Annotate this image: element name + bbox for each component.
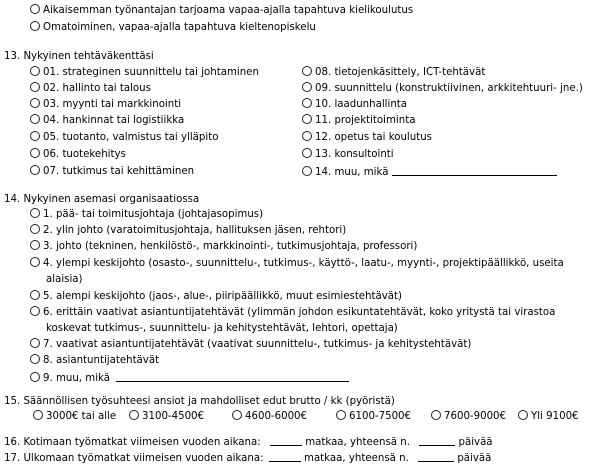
radio-button[interactable] xyxy=(302,166,312,176)
radio-button[interactable] xyxy=(30,114,40,124)
option-label: 06. tuotekehitys xyxy=(43,149,126,160)
top-option-1[interactable] xyxy=(30,4,413,17)
q14-option-9[interactable] xyxy=(30,371,349,385)
q13-option-07[interactable] xyxy=(30,165,194,178)
q13-option-03[interactable] xyxy=(30,98,181,111)
option-label: 14. muu, mikä xyxy=(315,167,389,178)
radio-button[interactable] xyxy=(33,410,43,420)
other-text-field[interactable] xyxy=(392,165,557,176)
option-label: 3000€ tai alle xyxy=(46,411,117,422)
days-count-field[interactable] xyxy=(419,435,455,446)
other-text-field[interactable] xyxy=(116,371,349,382)
radio-button[interactable] xyxy=(302,98,312,108)
q14-option-2[interactable] xyxy=(30,224,346,237)
option-label: 6100-7500€ xyxy=(349,411,412,422)
q13-option-04[interactable] xyxy=(30,114,184,127)
option-label: 3. johto (tekninen, henkilöstö-, markkinointi-, tutkimusjohtaja, professori) xyxy=(43,241,418,252)
radio-button[interactable] xyxy=(302,66,312,76)
q15-option-1[interactable] xyxy=(33,410,116,423)
q13-option-13[interactable] xyxy=(302,148,394,161)
radio-button[interactable] xyxy=(336,410,346,420)
radio-button[interactable] xyxy=(30,208,40,218)
q13-option-12[interactable] xyxy=(302,131,432,144)
radio-button[interactable] xyxy=(30,66,40,76)
q14-option-5[interactable] xyxy=(30,290,402,303)
option-label: 3100-4500€ xyxy=(142,411,205,422)
trips-count-field[interactable] xyxy=(269,451,301,462)
q13-option-11[interactable] xyxy=(302,114,415,127)
q17-mid-text: matkaa, yhteensä n. xyxy=(304,453,409,464)
q14-option-3[interactable] xyxy=(30,240,417,253)
option-label: 03. myynti tai markkinointi xyxy=(43,99,182,110)
q15-option-2[interactable] xyxy=(129,410,204,423)
q13-option-06[interactable] xyxy=(30,148,126,161)
q13-option-09[interactable] xyxy=(302,82,583,95)
option-label: 02. hallinto tai talous xyxy=(43,83,151,94)
radio-button[interactable] xyxy=(30,82,40,92)
radio-button[interactable] xyxy=(30,4,40,14)
q15-option-5[interactable] xyxy=(431,410,506,423)
top-option-2[interactable] xyxy=(30,21,316,34)
option-label: Yli 9100€ xyxy=(531,411,579,422)
radio-button[interactable] xyxy=(129,410,139,420)
q14-option-1[interactable] xyxy=(30,208,263,221)
radio-button[interactable] xyxy=(30,240,40,250)
q14-option-8[interactable] xyxy=(30,354,159,367)
q13-title: 13. Nykyinen tehtäväkenttäsi xyxy=(4,51,154,62)
radio-button[interactable] xyxy=(302,82,312,92)
option-label: 9. muu, mikä xyxy=(43,373,110,384)
option-label: 5. alempi keskijohto (jaos-, alue-, piiripäällikkö, muut esimiestehtävät) xyxy=(43,291,403,302)
radio-button[interactable] xyxy=(30,290,40,300)
radio-button[interactable] xyxy=(30,372,40,382)
q16-mid-text: matkaa, yhteensä n. xyxy=(305,437,410,448)
q17-label: 17. Ulkomaan työmatkat viimeisen vuoden aikana: xyxy=(4,453,264,464)
radio-button[interactable] xyxy=(30,131,40,141)
radio-button[interactable] xyxy=(30,165,40,175)
option-label: 10. laadunhallinta xyxy=(315,99,408,110)
option-label: 6. erittäin vaativat asiantuntijatehtävät (ylimmän johdon esikuntatehtävät, koko yritystä tai virastoa xyxy=(43,307,556,318)
q15-option-6[interactable] xyxy=(518,410,579,423)
q13-option-05[interactable] xyxy=(30,131,218,144)
option-label: 05. tuotanto, valmistus tai ylläpito xyxy=(43,132,219,143)
option-label: 1. pää- tai toimitusjohtaja (johtajasopimus) xyxy=(43,209,264,220)
option-label: Omatoiminen, vapaa-ajalla tapahtuva kieltenopiskelu xyxy=(43,22,316,33)
q14-option-4[interactable] xyxy=(30,257,564,270)
radio-button[interactable] xyxy=(30,257,40,267)
q13-option-14[interactable] xyxy=(302,165,557,179)
radio-button[interactable] xyxy=(30,224,40,234)
option-label: 08. tietojenkäsittely, ICT-tehtävät xyxy=(315,67,486,78)
option-label: Aikaisemman työnantajan tarjoama vapaa-ajalla tapahtuva kielikoulutus xyxy=(43,5,414,16)
radio-button[interactable] xyxy=(302,131,312,141)
option-label: 7. vaativat asiantuntijatehtävät (vaativat suunnittelu-, tutkimus- ja kehitystehtävät) xyxy=(43,339,472,350)
option-label: 8. asiantuntijatehtävät xyxy=(43,355,160,366)
radio-button[interactable] xyxy=(518,410,528,420)
option-label: 11. projektitoiminta xyxy=(315,115,416,126)
q14-option-6[interactable] xyxy=(30,306,555,319)
radio-button[interactable] xyxy=(30,148,40,158)
q14-option-4-continuation: alaisia) xyxy=(46,274,83,285)
radio-button[interactable] xyxy=(30,354,40,364)
q17-end-text: päivää xyxy=(457,453,492,464)
q17-row xyxy=(4,451,491,465)
q15-title: 15. Säännöllisen työsuhteesi ansiot ja mahdolliset edut brutto / kk (pyöristä) xyxy=(4,396,395,407)
q13-option-10[interactable] xyxy=(302,98,407,111)
radio-button[interactable] xyxy=(431,410,441,420)
q14-option-7[interactable] xyxy=(30,338,471,351)
q14-title: 14. Nykyinen asemasi organisaatiossa xyxy=(4,194,200,205)
option-label: 04. hankinnat tai logistiikka xyxy=(43,115,185,126)
option-label: 09. suunnittelu (konstruktiivinen, arkkitehtuuri- jne.) xyxy=(315,83,583,94)
q16-label: 16. Kotimaan työmatkat viimeisen vuoden aikana: xyxy=(4,437,261,448)
option-label: 13. konsultointi xyxy=(315,149,394,160)
option-label: 4600-6000€ xyxy=(245,411,308,422)
radio-button[interactable] xyxy=(232,410,242,420)
q16-row xyxy=(4,435,493,449)
q16-end-text: päivää xyxy=(458,437,493,448)
radio-button[interactable] xyxy=(30,306,40,316)
q15-option-3[interactable] xyxy=(232,410,307,423)
q13-option-02[interactable] xyxy=(30,82,151,95)
q14-option-6-continuation: koskevat tutkimus-, suunnittelu- ja kehitystehtävät, lehtori, opettaja) xyxy=(46,323,398,334)
option-label: 2. ylin johto (varatoimitusjohtaja, hallituksen jäsen, rehtori) xyxy=(43,225,347,236)
q13-option-01[interactable] xyxy=(30,66,259,79)
radio-button[interactable] xyxy=(30,98,40,108)
radio-button[interactable] xyxy=(302,148,312,158)
q15-option-4[interactable] xyxy=(336,410,411,423)
option-label: 4. ylempi keskijohto (osasto-, suunnittelu-, tutkimus-, käyttö-, laatu-, myynti-, projektipäällikkö, useita xyxy=(43,258,564,269)
option-label: 07. tutkimus tai kehittäminen xyxy=(43,166,195,177)
trips-count-field[interactable] xyxy=(270,435,302,446)
q13-option-08[interactable] xyxy=(302,66,485,79)
days-count-field[interactable] xyxy=(418,451,454,462)
radio-button[interactable] xyxy=(30,21,40,31)
radio-button[interactable] xyxy=(30,338,40,348)
option-label: 7600-9000€ xyxy=(444,411,507,422)
option-label: 12. opetus tai koulutus xyxy=(315,132,432,143)
option-label: 01. strateginen suunnittelu tai johtaminen xyxy=(43,67,259,78)
radio-button[interactable] xyxy=(302,114,312,124)
